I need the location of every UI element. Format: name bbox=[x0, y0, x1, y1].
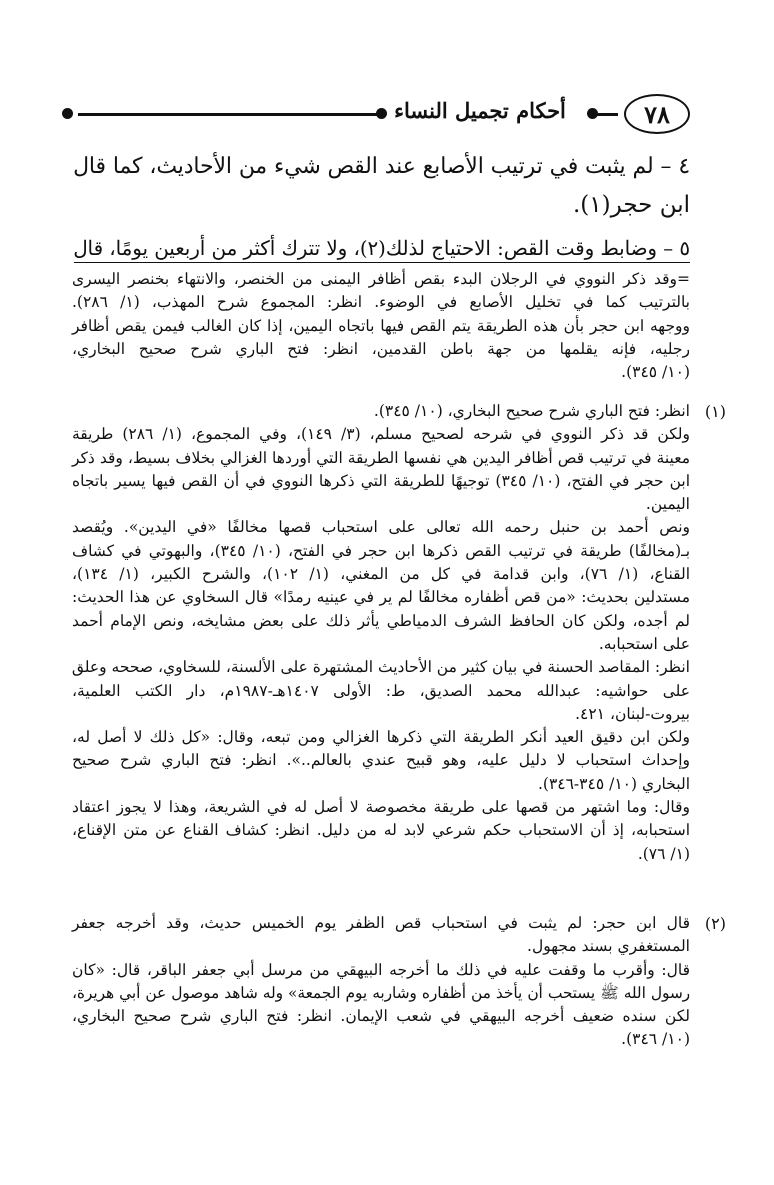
page-number: ٧٨ bbox=[624, 94, 690, 134]
footnote-2 bbox=[72, 912, 726, 1052]
footnote-line: رجليه، فإنه يقلمها من جهة باطن القدمين، انظر: فتح الباري شرح صحيح البخاري، bbox=[72, 339, 690, 358]
paragraph-item-4 bbox=[74, 148, 690, 224]
footnote-line: ونص أحمد بن حنبل رحمه الله تعالى على استحباب قصها مخالفًا «في اليدين». ويُقصد bbox=[72, 518, 690, 537]
footnote-line: ولكن قد ذكر النووي في شرحه لصحيح مسلم، (٣/ ١٤٩)، وفي المجموع، (١/ ٢٨٦) طريقة bbox=[72, 425, 690, 444]
footnote-line: (١٠/ ٣٤٥). bbox=[621, 363, 690, 382]
header-rule bbox=[78, 113, 378, 116]
text-line: ابن حجر(١). bbox=[573, 192, 690, 218]
header-dot-icon bbox=[62, 108, 73, 119]
footnote-line: على استحبابه. bbox=[598, 634, 690, 653]
text-line: ٥ – وضابط وقت القص: الاحتياج لذلك(٢)، ولا تترك أكثر من أربعين يومًا، قال bbox=[73, 237, 690, 260]
footnote-marker: (٢) bbox=[704, 914, 726, 933]
footnote-marker: (١) bbox=[704, 402, 726, 421]
footnote-line: القناع، (١/ ٧٦)، وابن قدامة في كل من المغني، (١/ ١٠٢)، والشرح الكبير، (١/ ١٣٤)، bbox=[72, 565, 691, 584]
footnote-line: بالترتيب كما في تخليل الأصابع في الوضوء. انظر: المجموع شرح المهذب، (١/ ٢٨٦). bbox=[72, 293, 690, 312]
footnote-line: لكن سنده ضعيف أخرجه البيهقي في شعب الإيمان. انظر: فتح الباري شرح صحيح البخاري، bbox=[72, 1007, 690, 1026]
main-text bbox=[74, 148, 690, 274]
footnote-line: ولكن ابن دقيق العيد أنكر الطريقة التي ذكرها الغزالي ومن تبعه، وقال: «كل ذلك لا أصل له، bbox=[72, 728, 690, 747]
footnote-line: مستدلين بحديث: «من قص أظفاره مخالفًا لم ير في عينيه رمدًا» قال السخاوي عن هذا الحديث: bbox=[72, 588, 690, 607]
footnote-line: وإحداث استحباب لا دليل عليه، وهو قبيح عندي بالعالم..». انظر: فتح الباري شرح صحيح bbox=[72, 751, 690, 770]
footnote-line: قال ابن حجر: لم يثبت في استحباب قص الظفر يوم الخميس حديث، وقد أخرجه جعفر bbox=[72, 914, 690, 932]
footnote-line: وقال: وما اشتهر من قصها على طريقة مخصوصة لا أصل له في الشريعة، وهذا لا يجوز اعتقاد bbox=[72, 798, 690, 817]
footnote-line: معينة في ترتيب قص أظافر اليدين هي نفسها الطريقة التي أوردها الغزالي بخلاف بسيط، وقد ذكر bbox=[72, 448, 690, 467]
footnote-line: على حواشيه: عبدالله محمد الصديق، ط: الأولى ١٤٠٧هـ-١٩٨٧م، دار الكتب العلمية، bbox=[72, 681, 690, 700]
footnote-line: ابن حجر في الفتح، (١٠/ ٣٤٥) توجيهًا للطريقة التي ذكرها النووي في أن القص فيها يسير باتجاه bbox=[72, 471, 690, 490]
header-rule bbox=[596, 113, 618, 116]
running-title: أحكام تجميل النساء bbox=[394, 98, 566, 123]
footnote-separator bbox=[74, 262, 690, 263]
page-header bbox=[58, 94, 690, 138]
footnote-line: قال: وأقرب ما وقفت عليه في ذلك ما أخرجه البيهقي من مرسل أبي جعفر الباقر، قال: «كان bbox=[72, 960, 690, 979]
footnote-continuation bbox=[72, 268, 690, 384]
header-dot-icon bbox=[587, 108, 598, 119]
footnote-line: ووجهه ابن حجر بأن هذه الطريقة يتم القص فيها باتجاه اليمين، إذا كان الغالب فيمن يقص أظافر bbox=[72, 316, 690, 335]
footnote-line: المستغفري بسند مجهول. bbox=[527, 937, 690, 956]
text-line: ٤ – لم يثبت في ترتيب الأصابع عند القص شيء من الأحاديث، كما قال bbox=[73, 154, 690, 179]
footnote-line: اليمين. bbox=[645, 495, 690, 514]
footnote-line: انظر: المقاصد الحسنة في بيان كثير من الأحاديث المشتهرة على الألسنة، للسخاوي، صححه وعلق bbox=[71, 658, 690, 677]
footnote-line: استحبابه، إذ أن الاستحباب حكم شرعي لابد له من دليل. انظر: كشاف القناع عن متن الإقناع، bbox=[72, 821, 690, 840]
footnote-1 bbox=[71, 400, 726, 866]
footnote-line: (١/ ٧٦). bbox=[637, 844, 690, 863]
footnote-line: رسول الله ﷺ يستحب أن يأخذ من أظفاره وشاربه يوم الجمعة» وله شاهد موصول عن أبي هريرة، bbox=[72, 983, 690, 1002]
footnote-line: انظر: فتح الباري شرح صحيح البخاري، (١٠/ ٣٤٥). bbox=[373, 402, 690, 420]
footnote-line: (١٠/ ٣٤٦). bbox=[621, 1030, 690, 1049]
footnote-line: =وقد ذكر النووي في الرجلان البدء بقص أظافر اليمنى من الخنصر، والانتهاء بخنصر اليسرى bbox=[72, 270, 690, 288]
footnote-line: البخاري (١٠/ ٣٤٥-٣٤٦). bbox=[537, 774, 690, 793]
footnote-line: لم أجده، ولكن كان الحافظ الشرف الدمياطي يأثر ذلك على بعض مشايخه، ونص الإمام أحمد bbox=[72, 611, 690, 630]
footnote-line: بيروت-لبنان، ٤٢١. bbox=[575, 704, 690, 723]
footnote-line: بـ(مخالفًا) طريقة في ترتيب القص ذكرها ابن حجر في الفتح، (١٠/ ٣٤٥)، والبهوتي في كشاف bbox=[72, 541, 691, 560]
